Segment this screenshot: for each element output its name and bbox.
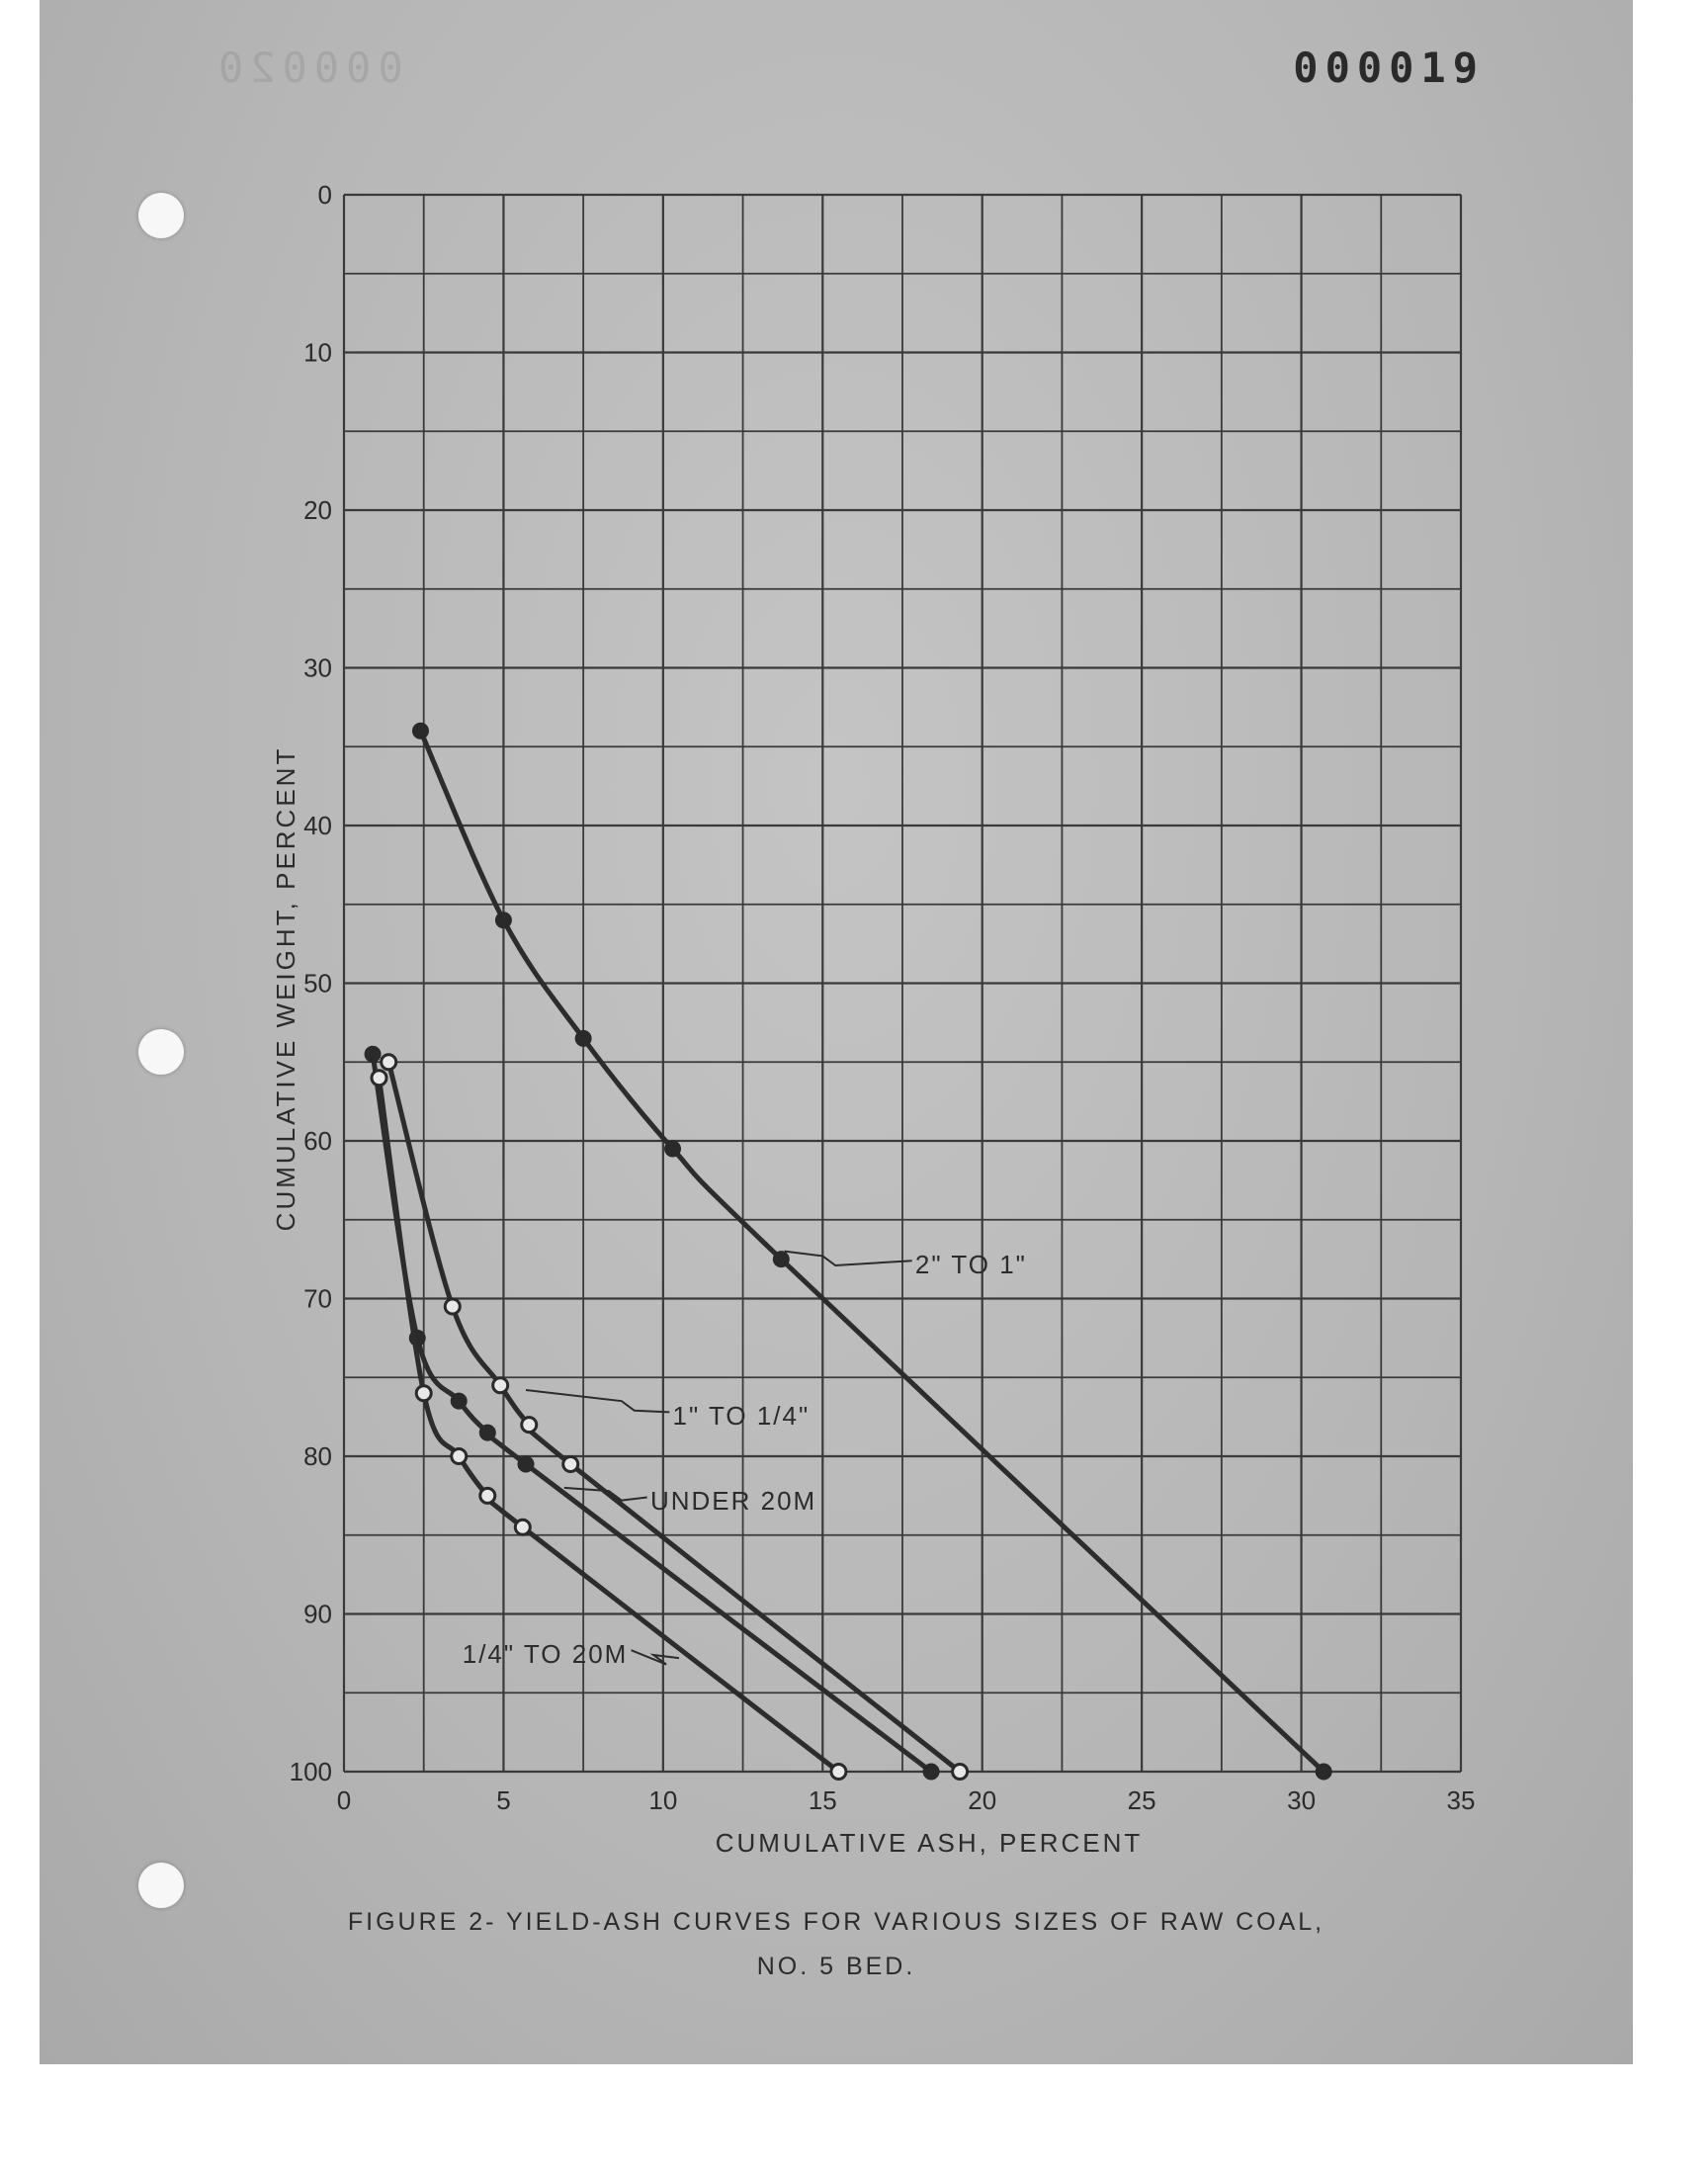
annotation-label: UNDER 20M (649, 1486, 817, 1517)
data-point-open (445, 1299, 460, 1314)
data-point-open (480, 1488, 495, 1503)
chart-ticks (290, 180, 1476, 1815)
y-tick-label: 40 (303, 811, 332, 840)
series-line (373, 1054, 931, 1772)
y-axis-label: CUMULATIVE WEIGHT, PERCENT (271, 745, 300, 1232)
data-point-open (382, 1055, 396, 1070)
y-tick-label: 60 (303, 1126, 332, 1156)
data-point-open (515, 1520, 530, 1534)
ghost-page-number: 000020 (212, 44, 403, 92)
x-tick-label: 35 (1446, 1785, 1476, 1815)
y-tick-label: 80 (303, 1441, 332, 1471)
data-point-filled (412, 723, 428, 739)
annotation-label: 1/4" TO 20M (462, 1638, 629, 1669)
data-point-open (953, 1765, 968, 1780)
annotation-leader (632, 1650, 679, 1664)
data-point-filled (923, 1764, 939, 1780)
x-tick-label: 0 (336, 1785, 352, 1815)
series-line (420, 731, 1324, 1772)
x-tick-label: 20 (968, 1785, 997, 1815)
data-point-filled (773, 1252, 789, 1267)
y-tick-label: 20 (303, 495, 332, 525)
chart-series (365, 723, 1331, 1780)
x-tick-label: 10 (648, 1785, 678, 1815)
y-tick-label: 70 (303, 1283, 332, 1314)
x-tick-label: 30 (1287, 1785, 1317, 1815)
annotation-label: 1" TO 1/4" (672, 1401, 811, 1432)
page-number: 000019 (1293, 44, 1485, 92)
annotation-leader (785, 1252, 912, 1265)
data-point-open (416, 1386, 431, 1401)
data-point-filled (575, 1030, 591, 1046)
y-tick-label: 0 (317, 180, 332, 210)
data-point-open (493, 1378, 508, 1393)
data-point-open (522, 1418, 537, 1433)
data-point-filled (451, 1393, 467, 1409)
data-point-open (452, 1449, 467, 1464)
x-axis-label: CUMULATIVE ASH, PERCENT (715, 1828, 1144, 1858)
data-point-filled (1316, 1764, 1331, 1780)
y-tick-label: 10 (303, 337, 332, 368)
annotation-leader (526, 1390, 669, 1412)
figure-caption-line2: NO. 5 BED. (756, 1953, 916, 1980)
x-tick-label: 5 (496, 1785, 511, 1815)
data-point-filled (479, 1425, 495, 1440)
data-point-open (831, 1765, 846, 1780)
data-point-filled (365, 1046, 381, 1062)
y-tick-label: 30 (303, 652, 332, 683)
chart-annotations (463, 1250, 1027, 1669)
data-point-open (563, 1456, 578, 1471)
y-tick-label: 100 (289, 1757, 332, 1786)
series-3 (365, 1046, 939, 1780)
y-tick-label: 90 (303, 1599, 332, 1629)
chart-grid (344, 195, 1461, 1772)
data-point-filled (665, 1141, 681, 1157)
data-point-filled (518, 1456, 534, 1472)
data-point-open (372, 1071, 386, 1086)
series-1 (412, 723, 1331, 1780)
figure-caption-line1: FIGURE 2- YIELD-ASH CURVES FOR VARIOUS SIZES OF RAW COAL, (347, 1908, 1325, 1936)
x-tick-label: 15 (808, 1785, 837, 1815)
y-tick-label: 50 (303, 968, 332, 999)
x-tick-label: 25 (1127, 1785, 1156, 1815)
annotation-label: 2" TO 1" (914, 1249, 1027, 1279)
data-point-filled (495, 913, 511, 928)
